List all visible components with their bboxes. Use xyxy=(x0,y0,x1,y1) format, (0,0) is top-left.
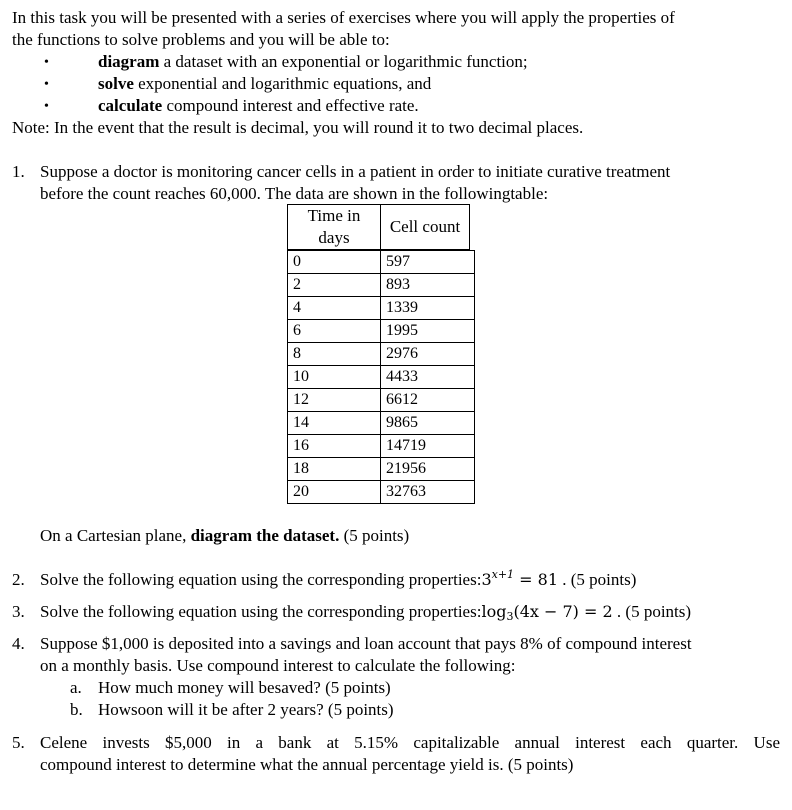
equation-base: 3 xyxy=(481,570,492,589)
count-cell: 597 xyxy=(381,251,475,274)
objective-item xyxy=(98,51,528,73)
time-cell: 0 xyxy=(288,251,381,274)
table-row xyxy=(288,274,475,297)
question-2-number: 2. xyxy=(12,570,25,589)
question-5-line-1: Celene invests $5,000 in a bank at 5.15% capitalizable annual interest each quarter. Use xyxy=(40,733,780,752)
header-time-unit: days xyxy=(318,228,350,247)
objective-text: compound interest and effective rate. xyxy=(162,96,419,115)
count-cell: 21956 xyxy=(381,458,475,481)
question-3-text xyxy=(40,601,691,623)
objective-text: a dataset with an exponential or logarithmic function; xyxy=(159,52,528,71)
time-cell: 6 xyxy=(288,320,381,343)
table-row xyxy=(288,343,475,366)
question-4-line-2: on a monthly basis. Use compound interest to calculate the following: xyxy=(40,656,516,675)
equation-exponential xyxy=(481,570,558,589)
question-4b-text: Howsoon will it be after 2 years? (5 points) xyxy=(98,700,394,719)
table-row xyxy=(288,251,475,274)
count-cell: 1339 xyxy=(381,297,475,320)
question-5-number: 5. xyxy=(12,733,25,752)
rounding-note: Note: In the event that the result is decimal, you will round it to two decimal places. xyxy=(12,118,584,137)
time-cell: 12 xyxy=(288,389,381,412)
count-cell: 6612 xyxy=(381,389,475,412)
objective-item xyxy=(98,95,419,117)
question-2-points: . (5 points) xyxy=(558,570,637,589)
objective-item xyxy=(98,73,431,95)
objective-text: exponential and logarithmic equations, and xyxy=(133,74,432,93)
count-cell: 4433 xyxy=(381,366,475,389)
question-4a-label: a. xyxy=(70,678,82,697)
count-cell: 9865 xyxy=(381,412,475,435)
table-row xyxy=(288,297,475,320)
table-row xyxy=(288,389,475,412)
header-count-cell: Cell count xyxy=(381,205,470,250)
question-1-number: 1. xyxy=(12,162,25,181)
cell-count-table xyxy=(287,250,475,504)
table-row xyxy=(288,458,475,481)
intro-line-1: In this task you will be presented with a series of exercises where you will apply the properties of xyxy=(12,8,675,27)
question-4-number: 4. xyxy=(12,634,25,653)
bullet-marker: • xyxy=(44,77,49,92)
count-cell: 32763 xyxy=(381,481,475,504)
question-3-prompt: Solve the following equation using the corresponding properties: xyxy=(40,602,482,621)
equation-log-argument: (4x − 7) = 2 xyxy=(513,602,613,621)
question-1-line-1: Suppose a doctor is monitoring cancer cells in a patient in order to initiate curative treatment xyxy=(40,162,671,181)
question-3-number: 3. xyxy=(12,602,25,621)
instruction-points: (5 points) xyxy=(339,526,410,545)
objective-keyword: solve xyxy=(98,74,134,93)
time-cell: 10 xyxy=(288,366,381,389)
time-cell: 14 xyxy=(288,412,381,435)
equation-exponent: x+1 xyxy=(491,568,515,581)
instruction-pre: On a Cartesian plane, xyxy=(40,526,191,545)
intro-line-2: the functions to solve problems and you will be able to: xyxy=(12,30,390,49)
time-cell: 2 xyxy=(288,274,381,297)
equation-log-base: 3 xyxy=(506,610,514,623)
count-cell: 893 xyxy=(381,274,475,297)
equation-logarithmic xyxy=(481,602,612,621)
bullet-marker: • xyxy=(44,55,49,70)
table-row xyxy=(288,320,475,343)
question-5-line-2: compound interest to determine what the annual percentage yield is. (5 points) xyxy=(40,755,574,774)
question-1-instruction xyxy=(40,525,409,547)
time-cell: 4 xyxy=(288,297,381,320)
cell-count-table-header xyxy=(287,204,470,250)
count-cell: 14719 xyxy=(381,435,475,458)
time-cell: 16 xyxy=(288,435,381,458)
question-2-text xyxy=(40,569,636,591)
time-cell: 18 xyxy=(288,458,381,481)
objective-keyword: diagram xyxy=(98,52,160,71)
equation-rhs: = 81 xyxy=(514,570,558,589)
table-row xyxy=(288,435,475,458)
table-row xyxy=(288,366,475,389)
header-time-label: Time in xyxy=(307,206,361,225)
question-4a-text: How much money will besaved? (5 points) xyxy=(98,678,391,697)
question-4b-label: b. xyxy=(70,700,83,719)
question-3-points: . (5 points) xyxy=(612,602,692,621)
table-row xyxy=(288,412,475,435)
question-1-line-2: before the count reaches 60,000. The data are shown in the followingtable: xyxy=(40,184,549,203)
question-2-prompt: Solve the following equation using the corresponding properties: xyxy=(40,570,482,589)
header-time-cell xyxy=(288,205,381,250)
instruction-bold: diagram the dataset. xyxy=(190,526,340,545)
table-row xyxy=(288,481,475,504)
bullet-marker: • xyxy=(44,99,49,114)
time-cell: 8 xyxy=(288,343,381,366)
time-cell: 20 xyxy=(288,481,381,504)
count-cell: 2976 xyxy=(381,343,475,366)
question-4-line-1: Suppose $1,000 is deposited into a savings and loan account that pays 8% of compound interest xyxy=(40,634,692,653)
objective-keyword: calculate xyxy=(98,96,163,115)
equation-log: log xyxy=(481,602,507,621)
count-cell: 1995 xyxy=(381,320,475,343)
